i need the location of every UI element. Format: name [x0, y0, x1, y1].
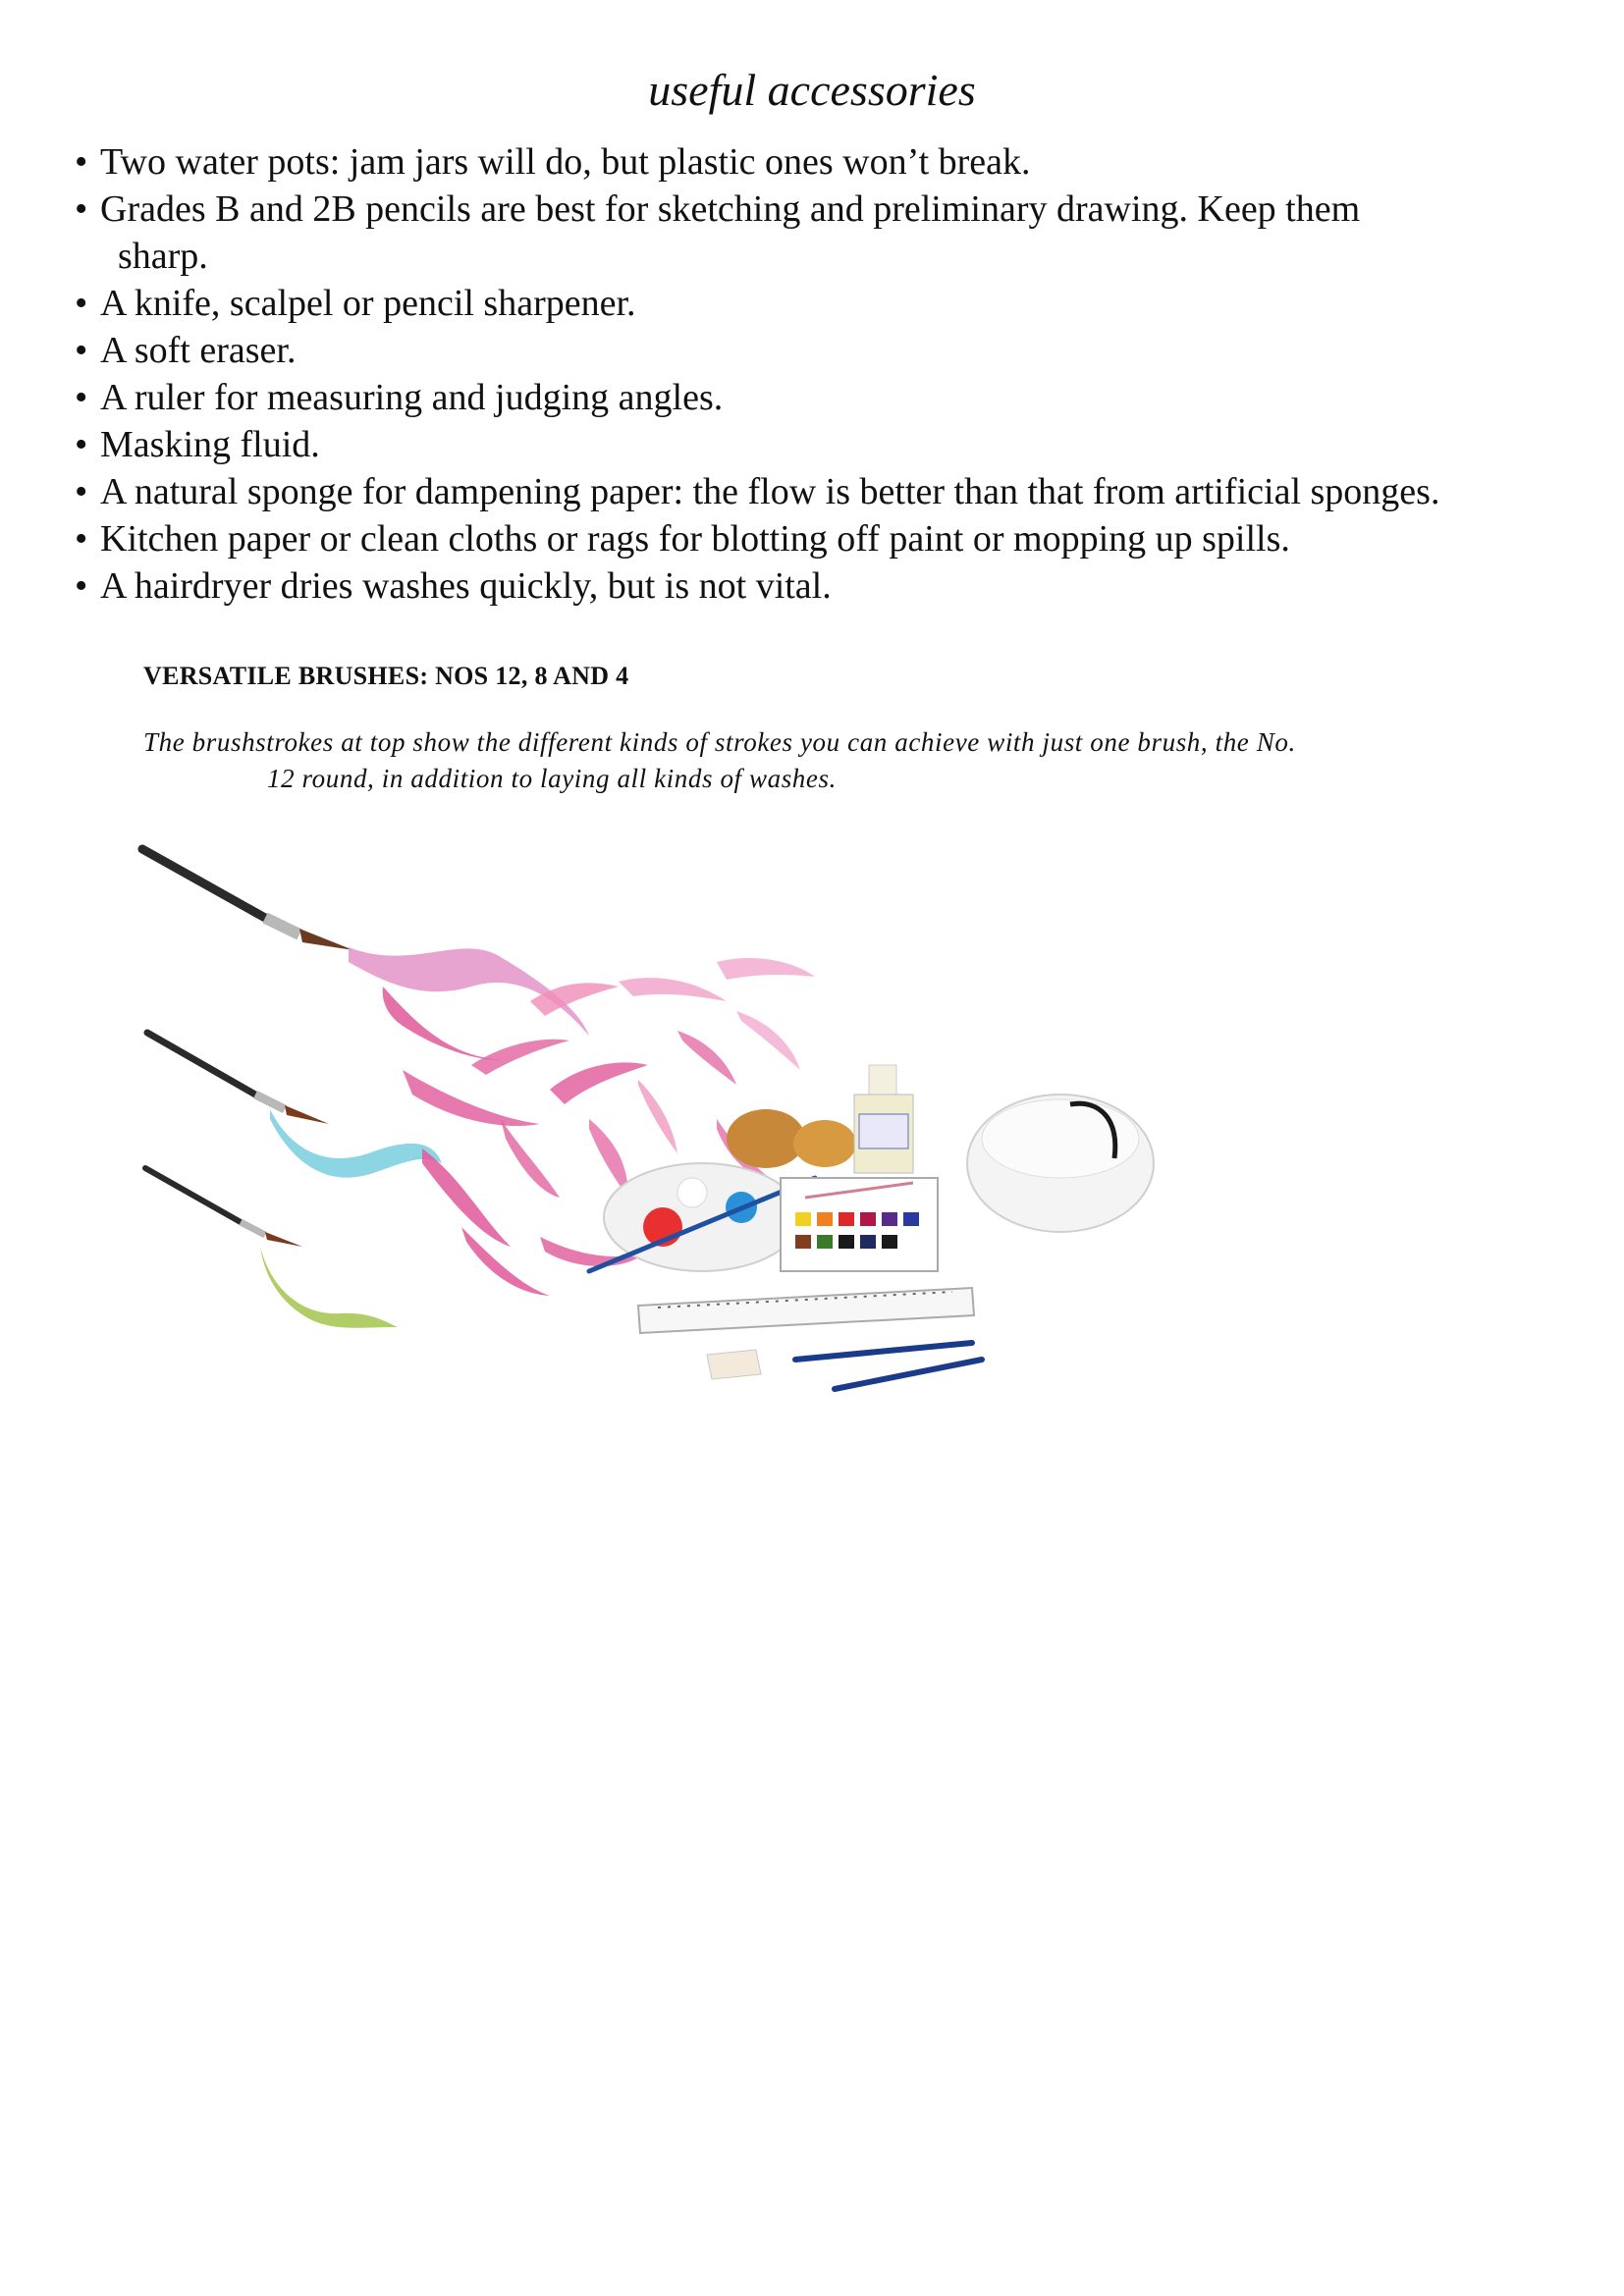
brushes-and-accessories-illustration [128, 825, 1502, 1404]
watercolor-box-icon [781, 1178, 938, 1271]
list-item-text: A knife, scalpel or pencil sharpener. [100, 283, 636, 324]
pencil-icon [795, 1343, 982, 1389]
brush-no-12-icon [142, 849, 353, 950]
bullet-glyph: • [75, 330, 88, 371]
list-item [75, 421, 1567, 468]
list-item [75, 280, 1567, 327]
list-item [75, 374, 1567, 421]
figure-caption [143, 724, 1498, 797]
bullet-glyph: • [75, 424, 88, 465]
list-item-text: Grades B and 2B pencils are best for sketching and preliminary drawing. Keep them [100, 188, 1361, 230]
list-item [75, 562, 1567, 610]
caption-line: The brushstrokes at top show the different kinds of strokes you can achieve with just one brush, the No. [143, 727, 1296, 757]
accessories-group [589, 1065, 1154, 1389]
brush-no-4-icon [145, 1168, 302, 1247]
green-stroke [260, 1247, 398, 1328]
list-item-text: A soft eraser. [100, 330, 297, 371]
bullet-glyph: • [75, 141, 88, 183]
list-item-text: A hairdryer dries washes quickly, but is not vital. [100, 565, 832, 607]
brush-no-8-icon [147, 1033, 329, 1124]
list-item [75, 327, 1567, 374]
ruler-icon [638, 1288, 974, 1333]
list-item [75, 138, 1567, 186]
bullet-glyph: • [75, 377, 88, 418]
page-heading: useful accessories [648, 65, 976, 115]
natural-sponge-icon [793, 1120, 856, 1167]
list-item-continuation: sharp. [118, 236, 208, 277]
blue-stroke [270, 1109, 442, 1178]
eraser-icon [707, 1350, 761, 1379]
list-item-text: Two water pots: jam jars will do, but plastic ones won’t break. [100, 141, 1031, 183]
list-item [75, 515, 1567, 562]
masking-fluid-bottle-icon [854, 1065, 913, 1173]
natural-sponge-icon [727, 1109, 805, 1168]
bullet-glyph: • [75, 283, 88, 324]
water-pot-icon [967, 1095, 1154, 1232]
bullet-glyph: • [75, 471, 88, 512]
bullet-glyph: • [75, 518, 88, 560]
caption-line: 12 round, in addition to laying all kinds of washes. [267, 764, 837, 793]
bullet-glyph: • [75, 565, 88, 607]
section-title: VERSATILE BRUSHES: NOS 12, 8 AND 4 [143, 662, 629, 690]
list-item-text: A ruler for measuring and judging angles. [100, 377, 724, 418]
list-item-text: A natural sponge for dampening paper: the flow is better than that from artificial sponges. [100, 471, 1440, 512]
list-item-text: Kitchen paper or clean cloths or rags for blotting off paint or mopping up spills. [100, 518, 1290, 560]
list-item [75, 186, 1567, 280]
accessories-list [75, 138, 1567, 610]
bullet-glyph: • [75, 188, 88, 230]
list-item-text: Masking fluid. [100, 424, 320, 465]
list-item [75, 468, 1567, 515]
